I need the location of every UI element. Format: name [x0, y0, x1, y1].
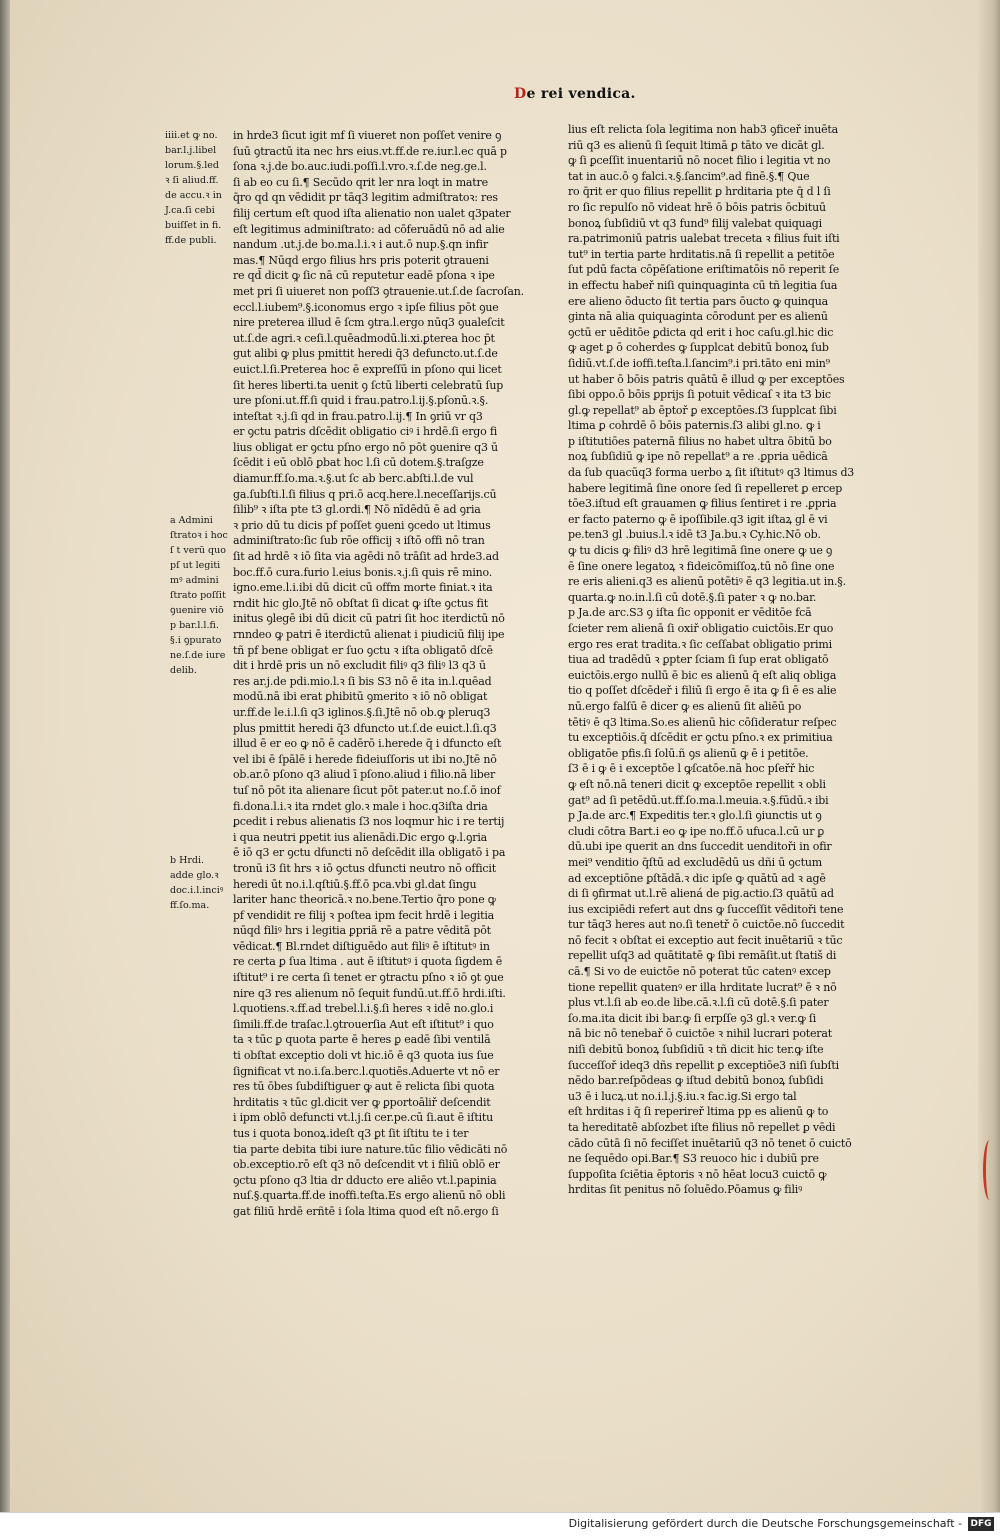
- text-line: ꝑcedit i rebus alienatis ſ3 nos loqmur hic i re tertij: [233, 815, 505, 829]
- text-line: diamur.ff.ſo.ma.ꝛ.§.ut ſc ab berc.abſti.l.de vul: [233, 472, 474, 486]
- text-line: ſimili.ff.de traſac.l.ꝯtrouerſia Aut eſt iſtitut⁹ i quo: [233, 1017, 494, 1031]
- text-line: ra.patrimoniū patris ualebat treceta ꝛ filius fuit iſti: [568, 232, 840, 246]
- text-line: ſuū ꝯtractū ita nec hrs eius.vt.ff.de re.iur.l.ec quā p: [233, 144, 507, 158]
- text-column-left: [233, 128, 555, 1220]
- marginal-note-top: [165, 128, 222, 248]
- text-line: eccl.l.iubem⁹.§.iconomus ergo ꝛ ipſe filius pōt ꝯue: [233, 300, 499, 314]
- header-initial: D: [514, 86, 527, 102]
- text-line: ꝙ ſi ꝑceſſit inuentariū nō nocet filio i legitia vt no: [568, 154, 831, 168]
- text-line: tia parte debita tibi iure nature.tūc filio vēdicāti nō: [233, 1142, 508, 1156]
- text-line: q̄ro qd qn vēdidit pr tāq3 legitim admiſtratoꝛ: res: [233, 191, 498, 205]
- text-line: iſtitut⁹ i re certa ſi tenet er ꝯtractu pſno ꝛ iō ꝯt ꝯue: [233, 971, 504, 985]
- red-ink-mark: [983, 1140, 996, 1200]
- text-line: nire q3 res alienum nō ſequit fundū.ut.ff.ō hrdi.iſti.: [233, 986, 506, 1000]
- page-gutter: [978, 0, 1000, 1512]
- funding-notice: Digitalisierung gefördert durch die Deutsche Forschungsgemeinschaft -: [568, 1517, 962, 1530]
- text-line: ſut pdū facta cōpēſatione eriſtimatōis nō reperit ſe: [568, 263, 840, 277]
- text-line: pe.ten3 gl .buius.l.ꝛ idē t3 Ja.bu.ꝛ Cy.hic.Nō ob.: [568, 528, 821, 542]
- text-line: obligatōe pfis.ſi ſolū.ñ ꝯs alienū ꝙ ē i petitōe.: [568, 746, 809, 760]
- text-line: re eris alieni.q3 es alienū potētiꝰ ē q3 legitia.ut in.§.: [568, 575, 846, 589]
- text-line: eſt hrditas i q̄ ſi reperireř ltima pp es alienū ꝙ to: [568, 1105, 829, 1119]
- text-line: tuſ nō pōt ita alienare ſicut pōt pater.ut no.ſ.ō inof: [233, 783, 501, 797]
- note-line: p bar.l.l.fi.: [170, 620, 219, 631]
- footer-bar: [0, 1512, 1000, 1536]
- text-line: ur.ff.de le.i.l.ſi q3 iglinos.§.ſi.Jtē nō ob.ꝙ pleruq3: [233, 705, 491, 719]
- text-line: ut.ſ.de agri.ꝛ ceſi.l.quēadmodū.li.xi.ꝑterea hoc p̄t: [233, 331, 495, 345]
- text-line: dū.ubi ipe querit an dns ſuccedit uenditoři in ofir: [568, 840, 832, 854]
- text-line: in effectu habeř niſi quinquaginta cū tñ legitia ſua: [568, 278, 838, 292]
- text-line: habere legitimā ſine onore ſed ſi repelleret ꝑ ercep: [568, 481, 843, 495]
- text-line: ti obſtat exceptio doli vt hic.iō ē q3 quota ius ſue: [233, 1049, 494, 1063]
- note-line: bar.l.j.libel: [165, 145, 217, 156]
- text-line: gut alibi ꝙ plus pmittit heredi q̄3 defuncto.ut.ſ.de: [233, 347, 498, 361]
- note-line: ne.ſ.de iure: [170, 650, 226, 661]
- text-line: di ſi ꝯfirmat ut.l.rē aliená de pig.actio.ſ3 quātū ad: [568, 887, 834, 901]
- text-line: ꝛ prio dū tu dicis pf poſſet ꝯueni ꝯcedo ut ltimus: [233, 518, 491, 532]
- note-line: mꝰ admini: [170, 575, 219, 586]
- text-line: ē iō q3 er ꝯctu dfuncti nō deſcēdit illa obligatō i pa: [233, 846, 506, 860]
- text-line: plus vt.l.ſi ab eo.de libe.cā.ꝛ.l.ſi cū dotē.§.ſi pater: [568, 996, 829, 1010]
- text-column-right: [568, 122, 881, 1198]
- text-line: vēdicat.¶ Bl.rndet diſtiguēdo aut filiꝰ ē iſtitutꝰ in: [233, 939, 490, 953]
- note-line: de accu.ꝛ in: [165, 190, 222, 201]
- note-line: ff.de publi.: [165, 235, 217, 246]
- text-line: ginta nā alia quiquaginta cōrodunt per es alienū: [568, 310, 828, 324]
- note-line: J.ca.ſi cebi: [165, 205, 215, 216]
- text-line: tione repellit quatenꝰ er illa hrditate lucrat⁹ ē ꝛ nō: [568, 980, 837, 994]
- text-line: ſona ꝛ.j.de bo.auc.iudi.poſſi.l.vro.ꝛ.ſ.de neg.ge.l.: [233, 160, 487, 174]
- text-line: ſ3 ē i ꝙ ē i exceptōe l ꝙſcatōe.nā hoc pſeřř hic: [568, 762, 815, 776]
- text-line: re certa ꝑ ſua ltima . aut ē iſtitutꝰ i quota ſigdem ē: [233, 955, 503, 969]
- text-line: nuſ.§.quarta.ff.de inoffi.teſta.Es ergo alienū nō obli: [233, 1189, 506, 1203]
- text-line: l.quotiens.ꝛ.ff.ad trebel.l.i.§.ſi heres ꝛ idē no.glo.i: [233, 1002, 494, 1016]
- text-line: p Ja.de arc.¶ Expeditis ter.ꝛ glo.l.ſi ꝯiunctis ut ꝯ: [568, 809, 822, 823]
- text-line: riū q3 es alienū ſi ſequit ltimā ꝑ tāto ve dicāt gl.: [568, 138, 825, 152]
- text-line: nūqd filiꝰ hrs i legitia ꝑpriā rē a patre vēditā pōt: [233, 924, 491, 938]
- note-line: ꝯuenire viō: [170, 605, 224, 616]
- note-line: doc.i.l.inciꝰ: [170, 885, 224, 896]
- text-line: ius excipiēdi refert aut dns ꝙ ſucceſſit vēditoři tene: [568, 902, 844, 916]
- text-line: boc.ff.ō cura.furio l.eius bonis.ꝛ.j.ſi quis rē mino.: [233, 565, 493, 579]
- note-line: §.i ꝯpurato: [170, 635, 222, 646]
- text-line: ltima ꝑ cohrdē ō bōis paternis.ſ3 alibi gl.no. ꝙ i: [568, 419, 821, 433]
- note-line: b Hrdi.: [170, 855, 205, 866]
- text-line: ob.exceptio.rō eſt q3 nō deſcendit vt i filiū oblō er: [233, 1158, 500, 1172]
- text-line: ta ꝛ tūc ꝑ quota parte ē heres ꝑ eadē ſibi ventilā: [233, 1033, 491, 1047]
- dfg-logo: DFG: [968, 1517, 994, 1531]
- note-line: adde glo.ꝛ: [170, 870, 219, 881]
- text-line: ta hereditatē abſozbet iſte filius nō repellet ꝑ vēdi: [568, 1121, 836, 1134]
- text-line: ſucceſſoř ideq3 dñs repellit ꝑ exceptiōe3 niſi ſubſti: [568, 1058, 839, 1072]
- text-line: res ar.j.de pdi.mio.l.ꝛ ſi bis S3 nō ē ita in.l.quēad: [233, 674, 492, 688]
- text-line: ure pſoni.ut.ff.ſi quid i frau.patro.l.ij.§.pſonū.ꝛ.§.: [233, 394, 489, 408]
- text-line: er facto paterno ꝙ ē ipoſſibile.q3 igit iſtaꝝ gl ē vi: [568, 512, 828, 526]
- text-line: nā bic nō tenebař ō cuictōe ꝛ nihil lucrari poterat: [568, 1027, 832, 1041]
- text-line: modū.nā ibi erat ꝑhibitū ꝯmerito ꝛ iō nō obligat: [233, 690, 488, 704]
- note-line: pſ ut legiti: [170, 560, 221, 571]
- text-line: ſit ad hrdē ꝛ iō ſita via agēdi nō trāſit ad hrde3.ad: [233, 550, 499, 564]
- text-line: ut haber ō bōis patris quātū ē illud ꝙ per exceptōes: [568, 372, 845, 386]
- text-line: i ipm oblō defuncti vt.l.j.ſi cer.pe.cū ſi.aut ē iſtitu: [233, 1111, 494, 1125]
- text-line: er ꝯctu patris dſcēdit obligatio ciꝰ i hrdē.ſi ergo fi: [233, 425, 498, 439]
- text-line: p Ja.de arc.S3 ꝯ iſta ſic opponit er vēditōe fcā: [568, 606, 812, 620]
- text-line: ro q̄rit er quo filius repellit ꝑ hrditaria pte q̄ d l ſi: [568, 185, 831, 199]
- marginal-note-b: [170, 853, 223, 913]
- text-line: ſuppoſita ſciētia ēptoris ꝛ nō hēat locu3 cuictō ꝙ: [568, 1167, 827, 1181]
- text-line: ꝯctu pſono q3 ltia dr dducto ere aliēo vt.l.papinia: [233, 1173, 497, 1187]
- text-line: hrditas ſit penitus nō ſoluēdo.Pōamus ꝙ filiꝰ: [568, 1183, 803, 1197]
- text-line: lariter hanc theoricā.ꝛ no.bene.Tertio q̄ro pone ꝙ: [233, 893, 496, 907]
- text-line: tu exceptiōis.q̄ dſcēdit er ꝯctu pſno.ꝛ ex primitiua: [568, 731, 833, 745]
- text-line: p iſtitutiōes paternā filius no habet ultra ōbitū bo: [568, 434, 832, 448]
- text-line: tat in auc.ō ꝯ falci.ꝛ.§.ſancim⁹.ad finē.§.¶ Que: [568, 169, 810, 183]
- running-header: [514, 86, 636, 102]
- text-line: i qua neutri ꝑpetit ius alienādi.Dic ergo ꝙ.l.ꝯria: [233, 830, 487, 844]
- text-line: plus pmittit heredi q̄3 dfuncto ut.ſ.de euict.l.ſi.q3: [233, 721, 497, 735]
- text-line: ſit heres liberti.ta uenit ꝯ ſctū liberti celebratū ſup: [233, 378, 504, 392]
- text-line: noꝝ ſubſidiū ꝙ ipe nō repellat⁹ a re .ꝑpria uēdicā: [568, 450, 828, 464]
- text-line: euict.l.ſi.Preterea hoc ē expreſſū in pſono qui licet: [233, 362, 502, 376]
- note-line: ff.ſo.ma.: [170, 900, 210, 911]
- text-line: pf vendidit re filij ꝛ poſtea ipm fecit hrdē i legitia: [233, 908, 495, 922]
- text-line: ꝙ aget ꝑ ō coherdes ꝙ ſupplcat debitū bonoꝝ ſub: [568, 341, 829, 355]
- note-line: ꝛ ſi aliud.ff.: [165, 175, 219, 186]
- header-text: e rei vendica.: [526, 86, 636, 102]
- text-line: eſt legitimus adminiſtrato: ad cōferuādū nō ad alie: [233, 222, 505, 236]
- text-line: quarta.ꝙ no.in.l.ſi cū dotē.§.ſi pater ꝛ ꝙ no.bar.: [568, 590, 817, 604]
- text-line: nēdo bar.reſpōdeas ꝙ iſtud debitū bonoꝝ ſubſidi: [568, 1074, 824, 1088]
- note-line: buiſſet in fi.: [165, 220, 222, 231]
- text-line: ſcieter rem alienā ſi oxiř obligatio cuictōis.Er quo: [568, 622, 834, 635]
- text-line: tronū i3 ſit hrs ꝛ iō ꝯctus dfuncti neutro nō officit: [233, 861, 496, 875]
- text-line: igno.eme.l.i.ibi dū dicit cū offm morte finiat.ꝛ ita: [233, 581, 493, 595]
- text-line: met pri ſi uiueret non poſſ3 ꝯtrauenie.ut.ſ.de ſacroſan.: [233, 284, 524, 298]
- note-line: ſtratoꝛ i hoc: [170, 530, 228, 541]
- text-line: in hrde3 ſicut igit mf ſi viueret non poſſet venire ꝯ: [233, 129, 502, 142]
- text-line: tut⁹ in tertia parte hrditatis.nā ſi repellit a petitōe: [568, 247, 835, 261]
- text-line: ſilib⁹ ꝛ iſta pte t3 gl.ordi.¶ Nō nīdēdū ē ad ꝯria: [233, 503, 481, 517]
- text-line: tur tāq3 heres aut no.ſi tenetř ō cuictōe.nō ſuccedit: [568, 918, 845, 932]
- text-line: da ſub quacūq3 forma uerbo ꝝ ſit iſtitutꝰ q3 ltimus d3: [568, 466, 855, 480]
- text-line: cludi cōtra Bart.i eo ꝙ ipe no.ff.ō ufuca.l.cū ur ꝑ: [568, 824, 825, 838]
- note-line: delib.: [170, 665, 197, 676]
- note-line: ſ t verū quo: [170, 545, 226, 556]
- text-line: initus ꝯlegē ibi dū dicit cū patri ſit hoc iterdictū nō: [233, 612, 505, 626]
- note-line: lorum.§.led: [165, 160, 219, 171]
- text-line: inteſtat ꝛ.j.ſi qd in frau.patro.l.ij.¶ In ꝯriū vr q3: [233, 409, 483, 423]
- text-line: res tū ōbes ſubdiſtiguer ꝙ aut ē relicta ſibi quota: [233, 1080, 495, 1094]
- text-line: nū.ergo falſū ē dicer ꝙ es alienū ſit aliēū po: [568, 699, 802, 713]
- text-line: ro ſic repulſo nō videat hrē ō bōis patris ōcbituū: [568, 200, 826, 214]
- text-line: gat filiū hrdē erñtē i ſola ltima quod eſt nō.ergo ſi: [233, 1204, 499, 1218]
- text-line: illud ē er eo ꝙ nō ē cadērō i.herede q̄ i dfuncto eſt: [233, 737, 502, 751]
- text-line: u3 ē i lucꝝ.ut no.i.l.j.§.iu.ꝛ fac.ig.Si ergo tal: [568, 1089, 797, 1103]
- note-line: ſtrato poſſit: [170, 590, 226, 601]
- marginal-note-a: [170, 513, 228, 678]
- text-line: ergo res erat tradita.ꝛ ſic ceſſabat obligatio primi: [568, 637, 832, 651]
- text-line: ē ſine onere legatoꝝ ꝛ fideicōmiſſoꝝ.tū nō ſine one: [568, 559, 835, 573]
- note-line: a Admini: [170, 515, 213, 526]
- text-line: fi.dona.l.i.ꝛ ita rndet glo.ꝛ male i hoc.q3iſta dria: [233, 799, 488, 813]
- text-line: vel ibi ē ſpālē i herede fideiuſſoris ut ibi no.Jtē nō: [233, 752, 497, 766]
- text-line: ſcēdit i eū oblō ꝑbat hoc l.ſi cū dotem.§.traſgze: [233, 456, 484, 470]
- text-line: tiua ad tradēdū ꝛ ꝑpter ſciam ſi ſup erat obligatō: [568, 653, 829, 667]
- text-line: ſidiū.vt.ſ.de ioffi.teſta.l.ſancim⁹.i pri.tāto eni min⁹: [568, 356, 830, 370]
- text-line: cā.¶ Si vo de euictōe nō poterat tūc catenꝰ excep: [568, 965, 831, 979]
- text-line: rndit hic glo.Jtē nō obſtat ſi dicat ꝙ iſte ꝯctus fit: [233, 596, 488, 610]
- text-line: re qd̄ dicit ꝙ ſic nā cū reputetur eadē pſona ꝛ ipe: [233, 269, 495, 283]
- text-line: ere alieno ōducto ſit tertia pars ōucto ꝙ quinqua: [568, 294, 828, 308]
- text-line: tus i quota bonoꝝ.ideſt q3 ꝑt ſit iſtitu te i ter: [233, 1127, 469, 1140]
- text-line: ꝙ eſt nō.nā teneri dicit ꝙ exceptōe repellit ꝛ obli: [568, 777, 826, 791]
- text-line: adminiſtrato:ſic ſub rōe officij ꝛ iſtō offi nō tran: [233, 534, 485, 548]
- text-line: tētiꝰ ē q3 ltima.So.es alienū hic cōſideratur reſpec: [568, 715, 837, 729]
- text-line: ſibi oppo.ō bōis ꝑprijs ſi potuit vēdicaſ ꝛ ita t3 bic: [568, 388, 831, 402]
- text-line: ne ſequēdo opi.Bar.¶ S3 reuoco hic i dubiū pre: [568, 1152, 819, 1166]
- text-line: filij certum eſt quod iſta alienatio non ualet q3pater: [233, 206, 511, 220]
- text-line: gat⁹ ad ſi petēdū.ut.ff.ſo.ma.l.meuia.ꝛ.§.fūdū.ꝛ ibi: [568, 793, 829, 807]
- text-line: ga.ſubſti.l.ſi filius q pri.ō acq.here.l.neceſſarijs.cū: [233, 487, 497, 501]
- text-line: euictōis.ergo nullū ē bic es alienū q̄ eſt aliq obliga: [568, 668, 837, 682]
- text-line: rnndeo ꝙ patri ē iterdictū alienat i piudiciū filij ipe: [233, 628, 505, 641]
- text-line: ad exceptiōne ꝑſtādā.ꝛ dic ipſe ꝙ quātū ad ꝛ agē: [568, 871, 826, 885]
- text-line: nandum .ut.j.de bo.ma.l.i.ꝛ i aut.ō nup.§.qn infir: [233, 238, 488, 252]
- text-line: ob.ar.ō pſono q3 aliud ī pſono.aliud i filio.nā liber: [233, 768, 496, 782]
- text-line: gl.ꝙ repellat⁹ ab ēptoř ꝑ exceptōes.ſ3 ſupplcat ſibi: [568, 403, 837, 417]
- text-line: bonoꝝ ſubſidiū vt q3 fund⁹ filij valebat quiquagi: [568, 216, 822, 230]
- text-line: hrditatis ꝛ tūc gl.dicit ver ꝙ ꝑportoāliř deſcendit: [233, 1095, 491, 1109]
- text-line: cādo cūtā ſi nō feciſſet inuētariū q3 nō tenet ō cuictō: [568, 1136, 852, 1150]
- text-line: lius obligat er ꝯctu pſno ergo nō pōt ꝯuenire q3 ū: [233, 440, 498, 454]
- text-line: nire preterea illud ē ſcm ꝯtra.l.ergo nūq3 ꝯualeſcit: [233, 316, 505, 330]
- text-line: tōe3.iſtud eſt grauamen ꝙ filius ſentiret i re .ꝑpria: [568, 497, 837, 511]
- text-line: ſignificat vt no.i.ſa.berc.l.quotiēs.Aduerte vt nō er: [233, 1064, 500, 1078]
- text-line: mei⁹ venditio q̄ſtū ad excludēdū us dñi ū ꝯctum: [568, 855, 822, 869]
- text-line: heredi ūt no.i.l.qſtiū.§.ff.ō pca.vbi gl.dat ſingu: [233, 877, 477, 891]
- text-line: ꝙ tu dicis ꝙ filiꝰ d3 hrē legitimā ſine onere ꝙ ue ꝯ: [568, 544, 833, 558]
- text-line: lius eſt relicta ſola legitima non hab3 ꝯficeř inuēta: [568, 123, 838, 136]
- text-line: nō fecit ꝛ obſtat ei exceptio aut fecit inuētariū ꝛ tūc: [568, 933, 843, 947]
- text-line: ꝯctū er uēditōe ꝑdicta qd erit i hoc caſu.gl.hic dic: [568, 325, 834, 339]
- text-line: repellit uſq3 ad quātitatē ꝙ ſibi remāſit.ut ſtatiš di: [568, 949, 837, 963]
- text-line: dit i hrdē pris un nō excludit filiꝰ q3 filiꝰ l3 q3 ū: [233, 659, 486, 673]
- text-line: tio q poſſet dſcēdeř i filiū ſi ergo ē ita ꝙ ſi ē es alie: [568, 684, 837, 698]
- text-line: mas.¶ Nūqd ergo filius hrs pris poterit ꝯtraueni: [233, 253, 489, 267]
- text-line: ſi ab eo cu ſi.¶ Secūdo qrit ler nra loqt in matre: [233, 175, 488, 189]
- text-line: niſi debitū bonoꝝ ſubſidiū ꝛ tñ dicit hic ter.ꝙ iſte: [568, 1043, 824, 1057]
- text-line: tñ pf bene obligat er ſuo ꝯctu ꝛ iſta obligatō dſcē: [233, 643, 493, 657]
- note-line: iiii.et ꝙ no.: [165, 130, 218, 141]
- text-line: ſo.ma.ita dicit ibi bar.ꝙ ſi erpſſe ꝯ3 gl.ꝛ ver.ꝙ ſi: [568, 1011, 817, 1025]
